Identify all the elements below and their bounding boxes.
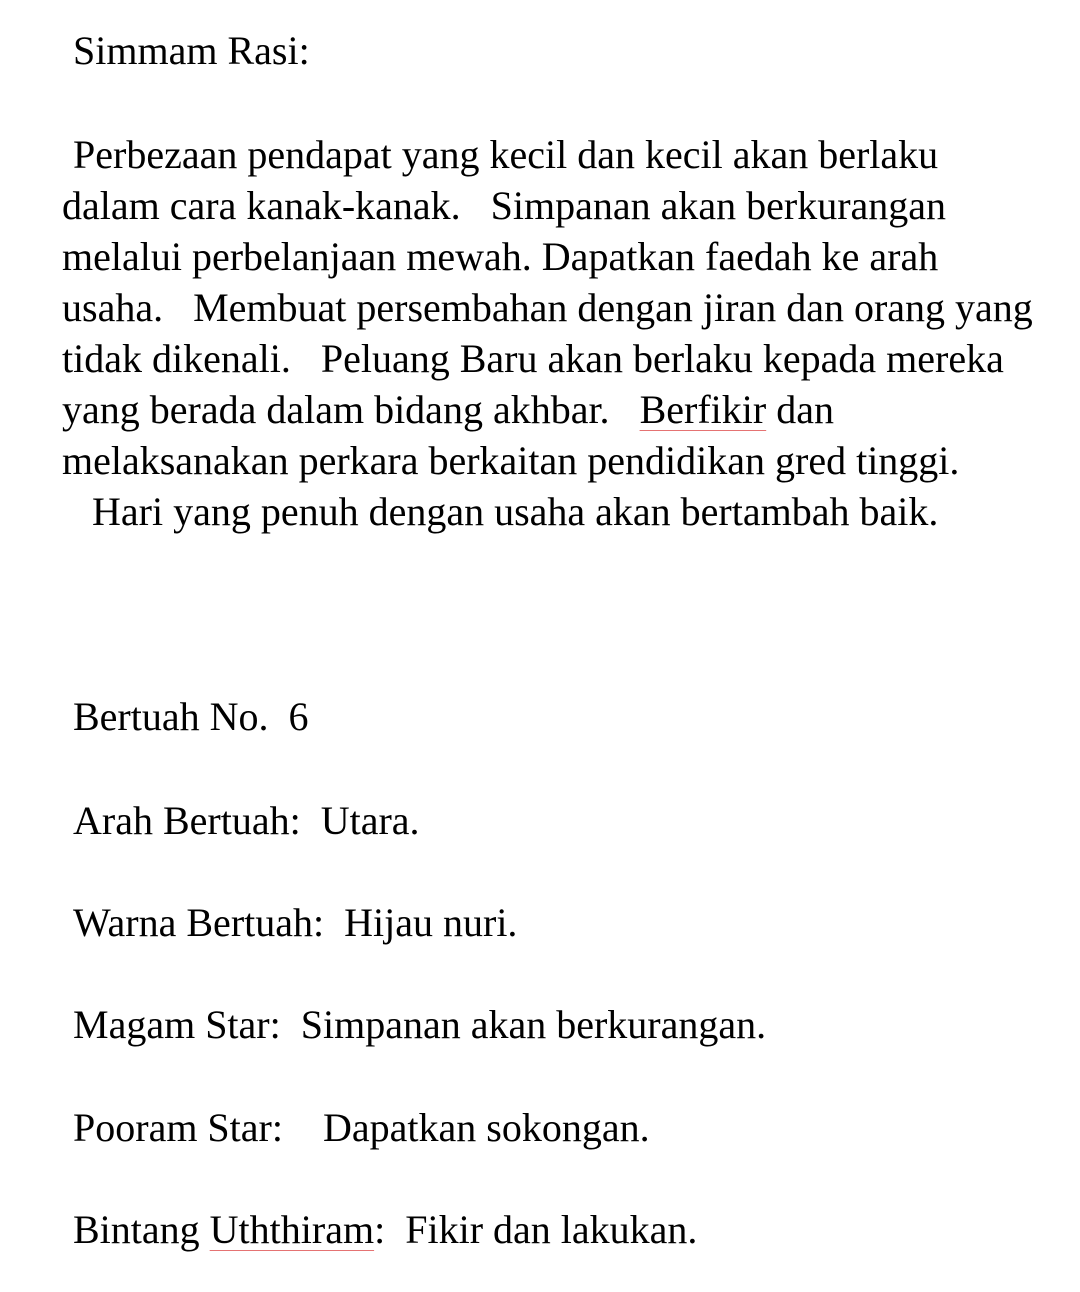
paragraph-sentence: Hari yang penuh dengan usaha akan bertambah baik. [92, 489, 939, 534]
lucky-direction-label: Arah Bertuah: [73, 798, 301, 843]
lucky-number-label: Bertuah No. [73, 694, 269, 739]
magam-star-label: Magam Star: [73, 1002, 281, 1047]
paragraph-sentence: Perbezaan pendapat yang kecil dan kecil akan berlaku dalam cara kanak-kanak. [62, 132, 939, 228]
paragraph-sentence: dan melaksanakan perkara berkaitan pendidikan gred tinggi. [62, 387, 960, 483]
spellcheck-flagged-word[interactable]: Berfikir [639, 387, 767, 432]
uththiram-star-label-suffix: : [374, 1207, 386, 1252]
paragraph-sentence: Dapatkan faedah ke arah usaha. [62, 234, 939, 330]
section-heading: Simmam Rasi: [73, 28, 310, 73]
lucky-direction-row [73, 796, 420, 846]
lucky-number-row [73, 692, 309, 742]
pooram-star-value: Dapatkan sokongan. [322, 1105, 650, 1150]
lucky-direction-value: Utara. [320, 798, 420, 843]
paragraph-sentence: Simpanan akan berkurangan melalui perbelanjaan mewah. [62, 183, 947, 279]
pooram-star-label: Pooram Star: [73, 1105, 283, 1150]
lucky-color-label: Warna Bertuah: [73, 900, 325, 945]
uththiram-star-value: Fikir dan lakukan. [405, 1207, 698, 1252]
magam-star-row [73, 1000, 766, 1050]
magam-star-value: Simpanan akan berkurangan. [300, 1002, 767, 1047]
lucky-color-row [73, 898, 517, 948]
lucky-color-value: Hijau nuri. [344, 900, 518, 945]
uththiram-star-label-prefix: Bintang [73, 1207, 200, 1252]
lucky-number-value: 6 [288, 694, 309, 739]
uththiram-star-row [73, 1205, 697, 1255]
paragraph-sentence: Membuat persembahan dengan jiran dan orang yang tidak dikenali. [62, 285, 1033, 381]
horoscope-paragraph [62, 129, 1042, 537]
pooram-star-row [73, 1103, 650, 1153]
paragraph-sentence: Peluang Baru akan berlaku kepada mereka yang berada dalam bidang akhbar. [62, 336, 1004, 432]
spellcheck-flagged-word[interactable]: Uththiram [209, 1207, 375, 1252]
